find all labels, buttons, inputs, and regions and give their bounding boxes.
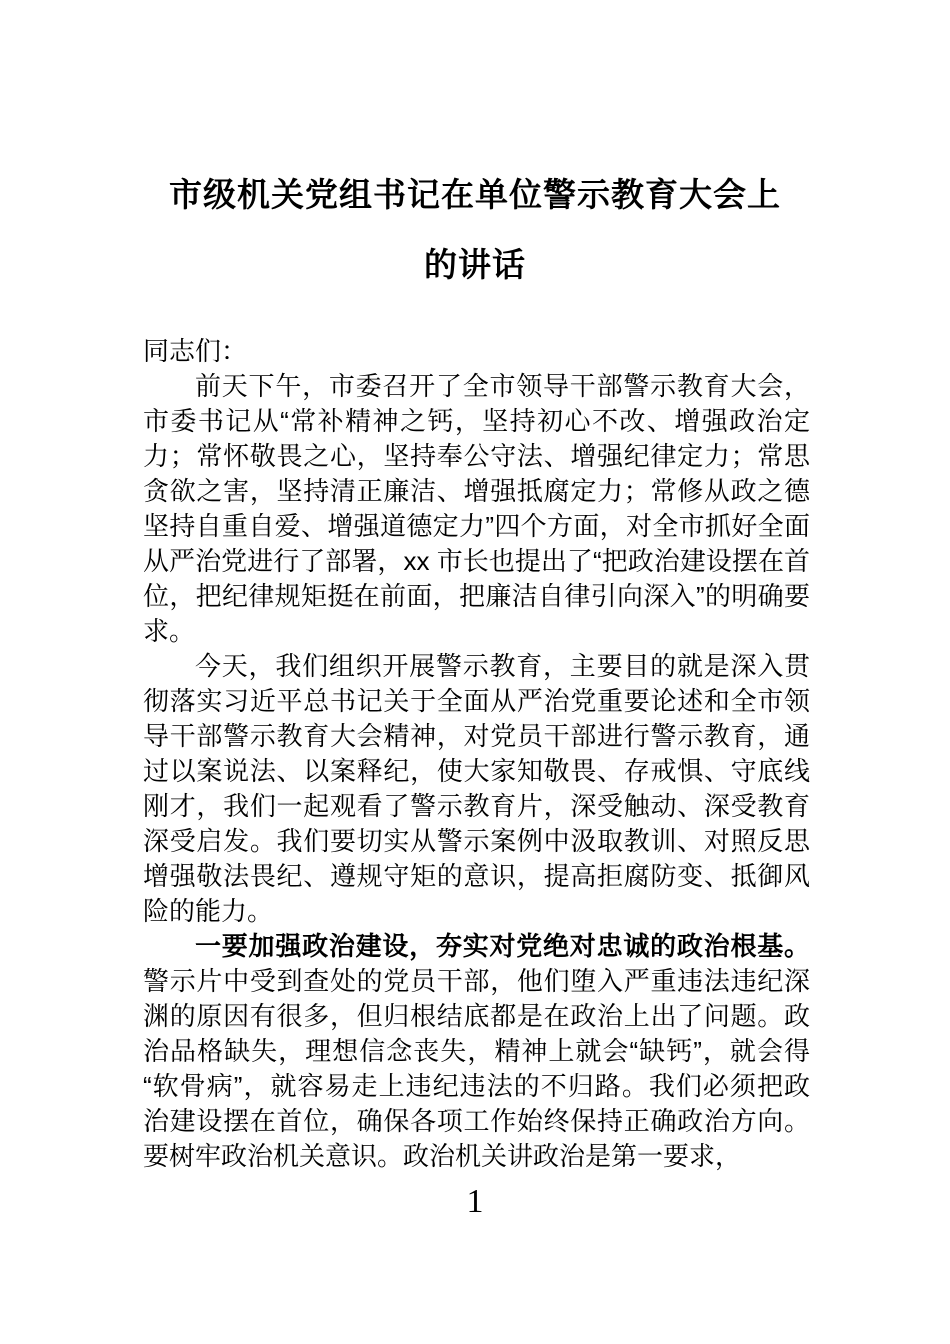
paragraph (143, 929, 810, 1174)
salutation: 同志们： (143, 336, 248, 366)
paragraph-text: 前天下午，市委召开了全市领导干部警示教育大会，市委书记从“常补精神之钙，坚持初心不改、增强政治定力；常怀敬畏之心，坚持奉公守法、增强纪律定力；常思贪欲之害，坚持清正廉洁、增强抵腐定力；常修从政之德坚持自重自爱、增强道德定力”四个方面，对全市抓好全面从严治党进行了部署，xx 市长也提出了“把政治建设摆在首位，把纪律规矩挺在前面，把廉洁自律引向深入”的明确要求。 (143, 371, 810, 646)
page-number: 1 (466, 1183, 484, 1220)
paragraph-text: 今天，我们组织开展警示教育，主要目的就是深入贯彻落实习近平总书记关于全面从严治党重要论述和全市领导干部警示教育大会精神，对党员干部进行警示教育，通过以案说法、以案释纪，使大家知敬畏、存戒惧、守底线刚才，我们一起观看了警示教育片，深受触动、深受教育深受启发。我们要切实从警示案例中汲取教训、对照反思增强敬法畏纪、遵规守矩的意识，提高拒腐防变、抵御风险的能力。 (143, 651, 810, 926)
paragraph (143, 649, 810, 929)
paragraph (143, 369, 810, 649)
paragraph-text: 警示片中受到查处的党员干部，他们堕入严重违法违纪深渊的原因有很多，但归根结底都是在政治上出了问题。政治品格缺失，理想信念丧失，精神上就会“缺钙”，就会得“软骨病”，就容易走上违纪违法的不归路。我们必须把政治建设摆在首位，确保各项工作始终保持正确政治方向。要树牢政治机关意识。政治机关讲政治是第一要求， (143, 966, 810, 1171)
document-title (0, 0, 950, 300)
paragraph-container (143, 369, 810, 1174)
paragraph-lead: 一要加强政治建设，夯实对党绝对忠诚的政治根基。 (195, 931, 810, 961)
title-line-2: 的讲话 (424, 246, 526, 283)
document-body (143, 334, 810, 1174)
title-line-1: 市级机关党组书记在单位警示教育大会上 (169, 176, 781, 213)
